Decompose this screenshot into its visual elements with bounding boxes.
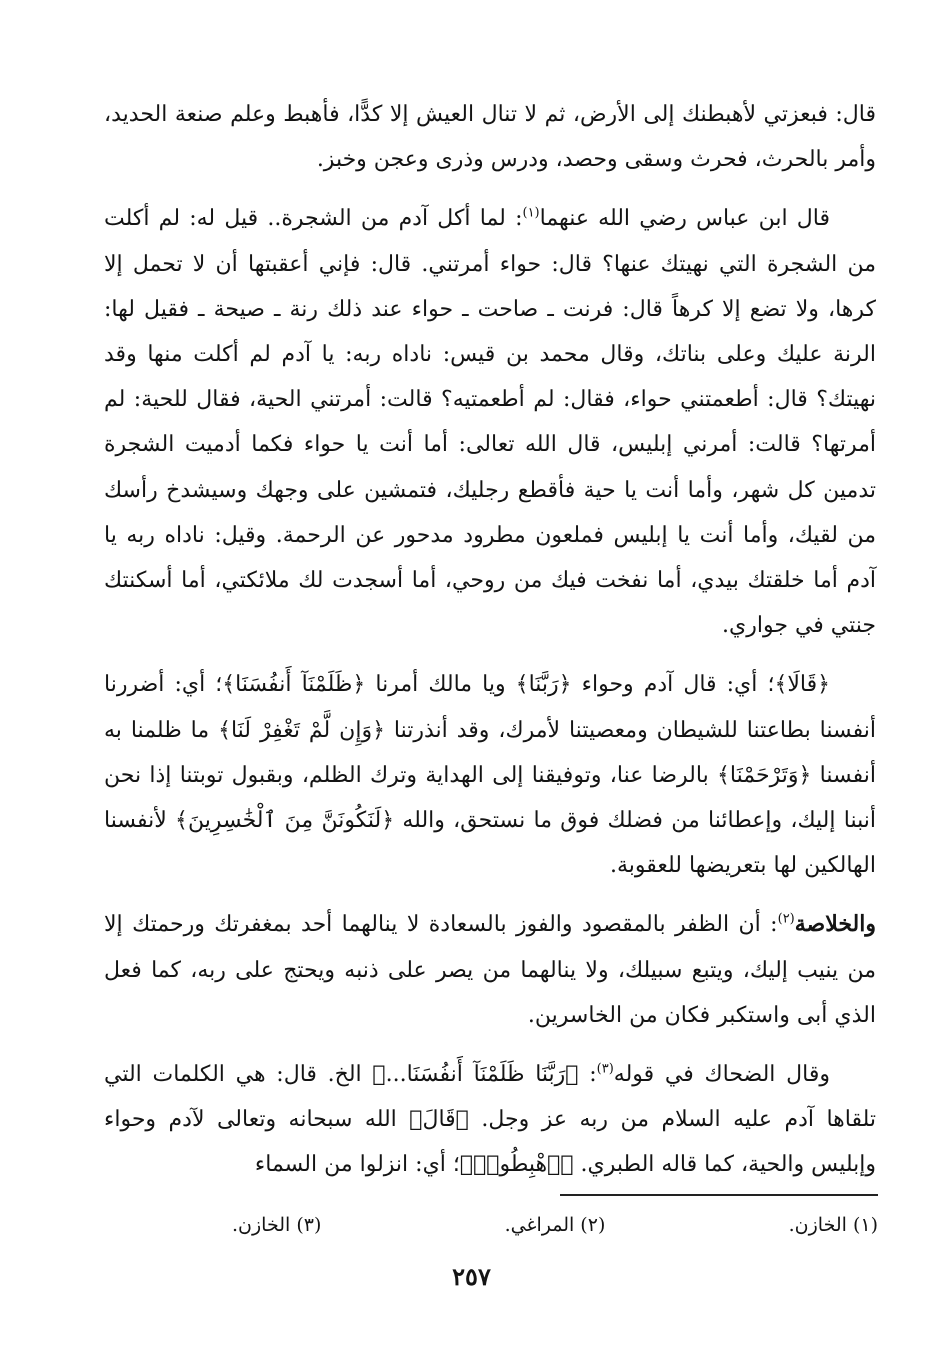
paragraph-2 <box>104 196 876 648</box>
paragraph-4-body: : أن الظفر بالمقصود والفوز بالسعادة لا ينالهما أحد بمغفرتك ورحمتك إلا من ينيب إليك، ويتبع سبيلك، ولا ينالهما من يصر على ذنبه ويحتج على ربه، كما فعل الذي أبى واستكبر فكان من الخاسرين. <box>104 912 876 1028</box>
page-number: ٢٥٧ <box>452 1262 491 1291</box>
footnote-3: (٣) الخازن. <box>232 1214 322 1236</box>
paragraph-2-lead: قال ابن عباس رضي الله عنهما <box>539 206 830 232</box>
paragraph-3: ﴿قَالَا﴾؛ أي: قال آدم وحواء ﴿رَبَّنَا﴾ ويا مالك أمرنا ﴿ظَلَمْنَآ أَنفُسَنَا﴾؛ أي: أضررنا أنفسنا بطاعتنا للشيطان ومعصيتنا لأمرك، وقد أنذرتنا ﴿وَإِن لَّمْ تَغْفِرْ لَنَا﴾ ما ظلمنا به أنفسنا ﴿وَتَرْحَمْنَا﴾ بالرضا عنا، وتوفيقنا إلى الهداية وترك الظلم، وبقبول توبتنا إذا نحن أنبنا إليك، وإعطائنا من فضلك فوق ما نستحق، والله ﴿لَنَكُونَنَّ مِنَ ٱلْخَٰسِرِينَ﴾ لأنفسنا الهالكين لها بتعريضها للعقوبة. <box>104 672 876 879</box>
footnote-ref-2: (٢) <box>777 912 795 928</box>
paragraph-5 <box>104 1052 876 1188</box>
paragraph-1: قال: فبعزتي لأهبطنك إلى الأرض، ثم لا تنال العيش إلا كدًّا، فأهبط وعلم صنعة الحديد، وأمر بالحرث، فحرث وسقى وحصد، ودرس وذرى وعجن وخبز. <box>104 102 876 173</box>
footnote-2: (٢) المراغي. <box>504 1214 606 1236</box>
page-body <box>104 92 876 1202</box>
paragraph-4 <box>104 902 876 1038</box>
footnote-1: (١) الخازن. <box>788 1214 878 1236</box>
footnote-ref-1: (١) <box>522 206 540 222</box>
paragraph-5-body: : ﴿رَبَّنَا ظَلَمْنَآ أَنفُسَنَا...﴾ الخ. قال: هي الكلمات التي تلقاها آدم عليه السلام من ربه عز وجل. ﴿قَالَ﴾ الله سبحانه وتعالى لآدم وحواء وإبليس والحية، كما قاله الطبري. ﴿ٱهْبِطُوا۟﴾؛ أي: انزلوا من السماء <box>104 1062 876 1178</box>
summary-heading: والخلاصة <box>794 911 876 938</box>
paragraph-5-lead: وقال الضحاك في قوله <box>613 1062 830 1088</box>
footnote-divider <box>560 1194 878 1196</box>
footnotes <box>232 1210 878 1240</box>
paragraph-2-body: : لما أكل آدم من الشجرة.. قيل له: لم أكلت من الشجرة التي نهيتك عنها؟ قال: حواء أمرتني. قال: فإني أعقبتها أن لا تحمل إلا كرها، ولا تضع إلا كرهاً قال: فرنت ـ صاحت ـ حواء عند ذلك رنة ـ صيحة ـ فقيل لها: الرنة عليك وعلى بناتك، وقال محمد بن قيس: ناداه ربه: يا آدم لم أكلت منها وقد نهيتك؟ قال: أطعمتني حواء، فقال: لم أطعمتيه؟ قالت: أمرتني الحية، فقال للحية: لم أمرتها؟ قالت: أمرني إبليس، قال الله تعالى: أما أنت يا حواء فكما أدميت الشجرة تدمين كل شهر، وأما أنت يا حية فأقطع رجليك، فتمشين على وجهك وسيشدخ رأسك من لقيك، وأما أنت يا إبليس فملعون مطرود مدحور عن الرحمة. وقيل: ناداه ربه يا آدم أما خلقتك بيدي، أما نفخت فيك من روحي، أما أسجدت لك ملائكتي، أما أسكنتك جنتي في جواري. <box>104 206 876 639</box>
footnote-ref-3: (٣) <box>596 1061 614 1077</box>
